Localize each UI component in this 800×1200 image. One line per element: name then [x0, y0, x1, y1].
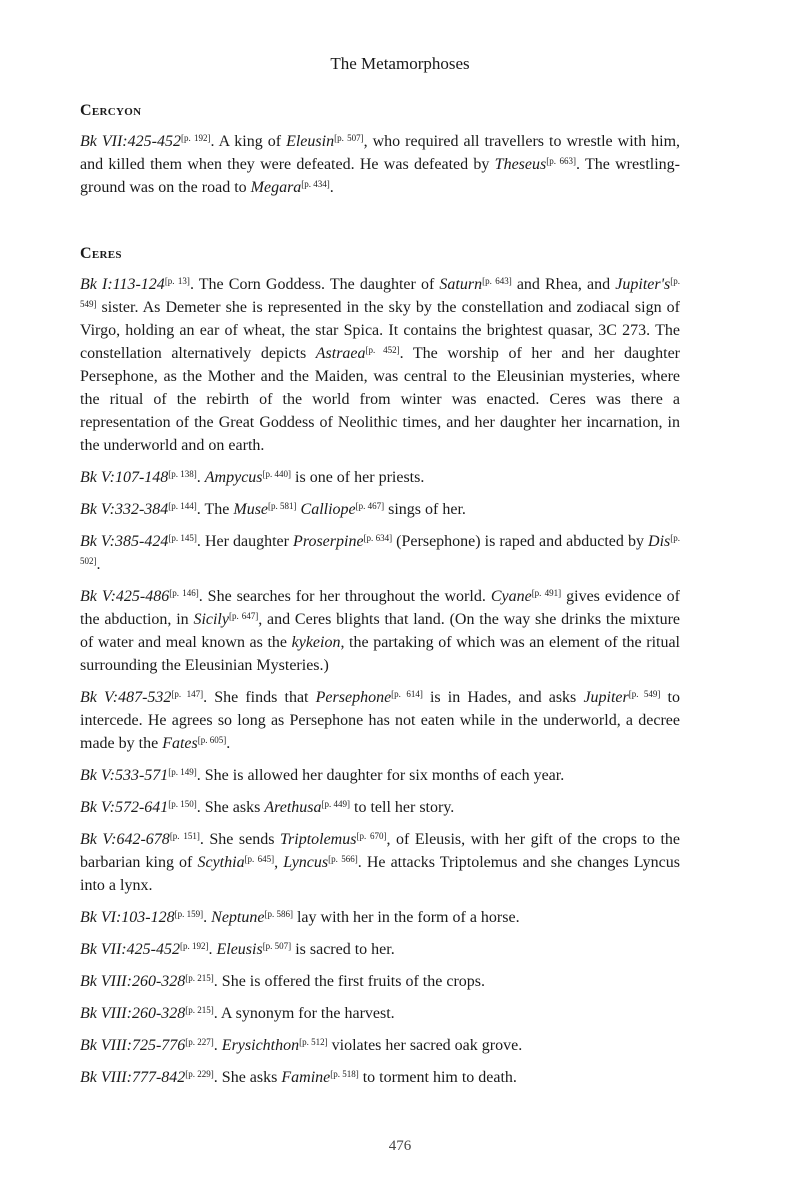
italic-term[interactable]: Eleusin: [286, 133, 335, 150]
page-reference[interactable]: [p. 146]: [169, 588, 199, 598]
italic-term[interactable]: Famine: [281, 1069, 331, 1086]
entry-text: .: [96, 556, 101, 573]
italic-term[interactable]: Jupiter: [583, 689, 629, 706]
page-reference[interactable]: [p. 467]: [355, 501, 385, 511]
page-reference[interactable]: [p. 670]: [356, 831, 387, 841]
italic-term[interactable]: Fates: [162, 735, 198, 752]
entry-paragraph: [80, 764, 680, 787]
italic-term[interactable]: Bk I:113-124: [80, 276, 165, 293]
italic-term[interactable]: Scythia: [197, 854, 245, 871]
italic-term[interactable]: Bk V:385-424: [80, 533, 169, 550]
italic-term[interactable]: Bk VIII:777-842: [80, 1069, 186, 1086]
page-reference[interactable]: [p. 586]: [264, 909, 293, 919]
entry-text: . A king of: [210, 133, 287, 150]
entry-text: . Her daughter: [196, 533, 294, 550]
page-reference[interactable]: [p. 229]: [185, 1069, 214, 1079]
entry-text: (Persephone) is raped and abducted by: [392, 533, 649, 550]
italic-term[interactable]: Bk VII:425-452: [80, 941, 180, 958]
entry-text: , the partaking of which was an element of the ritual surrounding the Eleusinian Mysteries.): [80, 634, 681, 674]
italic-term[interactable]: Calliope: [300, 501, 356, 518]
page-reference[interactable]: [p. 502]: [80, 533, 681, 566]
entry-text: is in Hades, and asks: [422, 689, 584, 706]
entry-text: . The Corn Goddess. The daughter of: [189, 276, 440, 293]
entry-text: violates her sacred oak grove.: [327, 1037, 523, 1054]
page-reference[interactable]: [p. 581]: [268, 501, 297, 511]
entry-text: . The wrestling-ground was on the road to: [80, 156, 680, 196]
italic-term[interactable]: Triptolemus: [280, 831, 357, 848]
page-reference[interactable]: [p. 150]: [168, 799, 197, 809]
italic-term[interactable]: Muse: [233, 501, 269, 518]
italic-term[interactable]: Bk V:533-571: [80, 767, 169, 784]
italic-term[interactable]: Lyncus: [283, 854, 329, 871]
entry-text: . She is allowed her daughter for six months of each year.: [196, 767, 565, 784]
page-reference[interactable]: [p. 549]: [80, 276, 681, 309]
entry-paragraph: [80, 1002, 680, 1025]
page-content: [80, 100, 680, 1098]
page-reference[interactable]: [p. 663]: [546, 156, 576, 166]
italic-term[interactable]: Ampycus: [204, 469, 263, 486]
page-reference[interactable]: [p. 147]: [171, 689, 204, 699]
page-reference[interactable]: [p. 605]: [197, 735, 227, 745]
entry-text: to tell her story.: [350, 799, 455, 816]
page-reference[interactable]: [p. 159]: [174, 909, 204, 919]
page-reference[interactable]: [p. 192]: [179, 941, 209, 951]
italic-term[interactable]: Bk VIII:260-328: [80, 973, 186, 990]
entry-paragraph: [80, 828, 680, 897]
italic-term[interactable]: Astraea: [315, 345, 366, 362]
page-reference[interactable]: [p. 151]: [169, 831, 200, 841]
page-reference[interactable]: [p. 614]: [391, 689, 423, 699]
italic-term[interactable]: Eleusis: [216, 941, 263, 958]
page-reference[interactable]: [p. 145]: [168, 533, 197, 543]
page-reference[interactable]: [p. 138]: [168, 469, 197, 479]
entry-text: . She is offered the first fruits of the crops.: [213, 973, 485, 990]
page-reference[interactable]: [p. 149]: [168, 767, 197, 777]
italic-term[interactable]: Arethusa: [264, 799, 322, 816]
entry-text: sings of her.: [384, 501, 466, 518]
page-reference[interactable]: [p. 13]: [164, 276, 190, 286]
entry-text: . She asks: [196, 799, 265, 816]
entry-text: . The: [196, 501, 234, 518]
page-reference[interactable]: [p. 144]: [168, 501, 197, 511]
entry-text: . He attacks Triptolemus and she changes Lyncus into a lynx.: [80, 854, 681, 894]
entry-paragraph: [80, 1066, 680, 1089]
page-reference[interactable]: [p. 507]: [262, 941, 292, 951]
page-reference[interactable]: [p. 566]: [328, 854, 358, 864]
entry-paragraph: [80, 530, 680, 576]
entry-text: . A synonym for the harvest.: [213, 1005, 395, 1022]
entry-paragraph: [80, 906, 680, 929]
entry-text: . She searches for her throughout the world.: [198, 588, 491, 605]
entry-heading: Ceres: [80, 245, 122, 262]
entry-paragraph: [80, 1034, 680, 1057]
italic-term[interactable]: Cyane: [490, 588, 532, 605]
entry-text: , who required all travellers to wrestle with him, and killed them when they were defeated. He was defeated by: [80, 133, 681, 173]
italic-term[interactable]: Bk VIII:260-328: [80, 1005, 186, 1022]
entry-text: lay with her in the form of a horse.: [292, 909, 520, 926]
italic-term[interactable]: Proserpine: [293, 533, 364, 550]
page-reference[interactable]: [p. 549]: [628, 689, 661, 699]
entry-text: . She finds that: [203, 689, 316, 706]
page-number: 476: [388, 1138, 412, 1154]
italic-term[interactable]: Bk V:572-641: [80, 799, 169, 816]
page-reference[interactable]: [p. 507]: [334, 133, 364, 143]
entry-heading: Cercyon: [80, 102, 142, 119]
entry-text: .: [226, 735, 231, 752]
entry-paragraph: [80, 273, 680, 457]
italic-term[interactable]: Bk VII:425-452: [80, 133, 181, 150]
entry-text: .: [196, 469, 205, 486]
page-reference[interactable]: [p. 215]: [185, 973, 214, 983]
page-reference[interactable]: [p. 434]: [301, 179, 330, 189]
entry-text: , and Ceres blights that land. (On the way she drinks the mixture of water and meal known as the: [80, 611, 680, 651]
entry-paragraph: [80, 585, 680, 677]
page-reference[interactable]: [p. 452]: [365, 345, 400, 355]
italic-term[interactable]: Erysichthon: [221, 1037, 300, 1054]
entry-paragraph: [80, 498, 680, 521]
italic-term[interactable]: Neptune: [211, 909, 265, 926]
entry-text: to torment him to death.: [358, 1069, 517, 1086]
entry-paragraph: [80, 938, 680, 961]
entry-text: to intercede. He agrees so long as Persephone has not eaten while in the underworld, a decree made by the: [80, 689, 680, 752]
entry-text: . She sends: [199, 831, 280, 848]
entry-paragraph: [80, 130, 680, 199]
entry-paragraph: [80, 796, 680, 819]
page-reference[interactable]: [p. 647]: [228, 611, 259, 621]
entry-paragraph: [80, 466, 680, 489]
entry-text: . The worship of her and her daughter Persephone, as the Mother and the Maiden, was central to the Eleusinian mysteries, where the ritual of the rebirth of the world from winter was enacted. Ceres was there a representation of the Great Goddess of Neolithic times, and her daughter her incarnation, in the underworld and on earth.: [80, 345, 681, 454]
page-reference[interactable]: [p. 643]: [482, 276, 512, 286]
entry-text: gives evidence of the abduction, in: [80, 588, 681, 628]
page-reference[interactable]: [p. 192]: [180, 133, 211, 143]
italic-term[interactable]: Bk V:487-532: [80, 689, 172, 706]
italic-term[interactable]: Theseus: [494, 156, 547, 173]
italic-term[interactable]: Bk V:425-486: [80, 588, 170, 605]
page-reference[interactable]: [p. 440]: [262, 469, 292, 479]
entry-text: is sacred to her.: [291, 941, 395, 958]
entry-text: ,: [274, 854, 284, 871]
entry-paragraph: [80, 970, 680, 993]
page-reference[interactable]: [p. 512]: [299, 1037, 328, 1047]
page-reference[interactable]: [p. 645]: [244, 854, 275, 864]
entry-text: .: [203, 909, 212, 926]
entry-text: . She asks: [213, 1069, 282, 1086]
entry-text: .: [329, 179, 334, 196]
italic-term[interactable]: kykeion: [291, 634, 341, 651]
italic-term[interactable]: Saturn: [439, 276, 483, 293]
page-reference[interactable]: [p. 634]: [363, 533, 393, 543]
italic-term[interactable]: Dis: [648, 533, 671, 550]
italic-term[interactable]: Bk V:642-678: [80, 831, 170, 848]
entry-text: .: [208, 941, 217, 958]
entry-text: and Rhea, and: [511, 276, 616, 293]
entry-text: is one of her priests.: [291, 469, 425, 486]
entry-text: sister. As Demeter she is represented in the sky by the constellation and zodiacal sign of Virgo, holding an ear of wheat, the star Spica. It contains the brightest quasar, 3C 273. The constellation alternatively depicts: [80, 299, 680, 362]
entry-text: .: [213, 1037, 222, 1054]
page-reference[interactable]: [p. 449]: [321, 799, 351, 809]
italic-term[interactable]: Bk V:332-384: [80, 501, 169, 518]
italic-term[interactable]: Sicily: [193, 611, 229, 628]
entry-paragraph: [80, 686, 680, 755]
running-head: The Metamorphoses: [330, 54, 470, 73]
page-reference[interactable]: [p. 491]: [531, 588, 562, 598]
entry-text: , of Eleusis, with her gift of the crops to the barbarian king of: [80, 831, 680, 871]
italic-term[interactable]: Persephone: [315, 689, 392, 706]
italic-term[interactable]: Bk V:107-148: [80, 469, 169, 486]
italic-term[interactable]: Megara: [250, 179, 302, 196]
page-reference[interactable]: [p. 227]: [185, 1037, 214, 1047]
page-reference[interactable]: [p. 518]: [330, 1069, 359, 1079]
page-reference[interactable]: [p. 215]: [185, 1005, 214, 1015]
italic-term[interactable]: Bk VIII:725-776: [80, 1037, 186, 1054]
italic-term[interactable]: Bk VI:103-128: [80, 909, 175, 926]
italic-term[interactable]: Jupiter's: [615, 276, 671, 293]
